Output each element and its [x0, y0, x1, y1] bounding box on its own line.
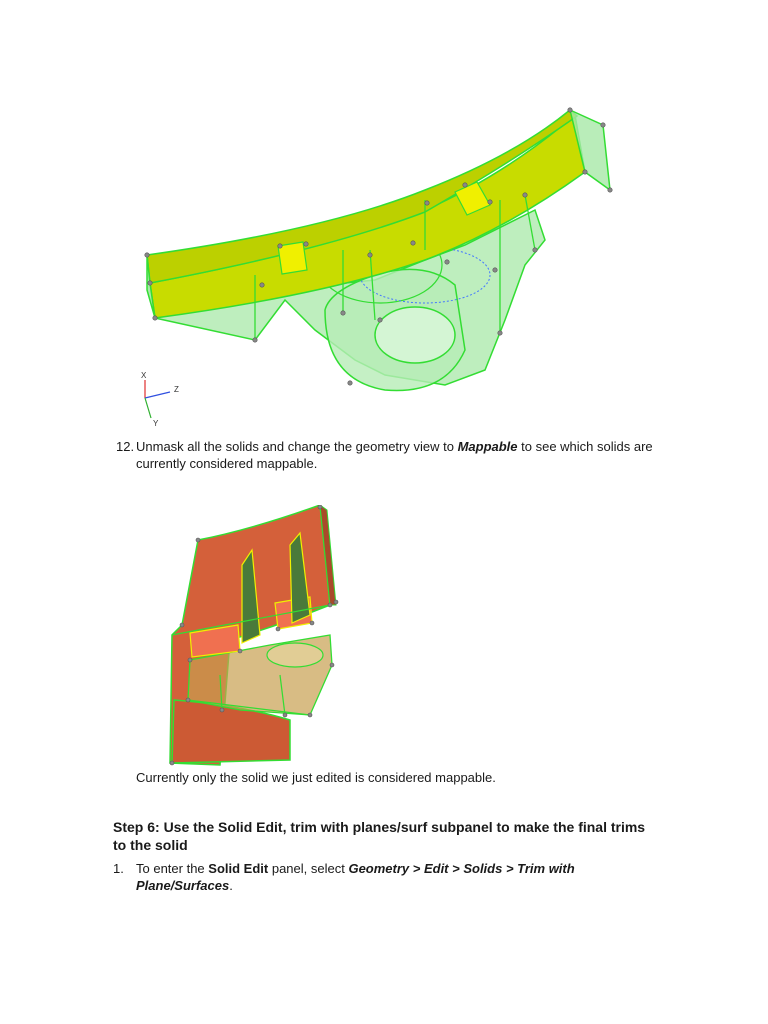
step-emphasis: Mappable — [457, 439, 518, 454]
step-text: panel, select — [268, 861, 349, 876]
mappable-solid-figure — [125, 100, 625, 430]
step-heading: Step 6: Use the Solid Edit, trim with planes/surf subpanel to make the final trims to the solid — [113, 819, 646, 853]
boss-ring — [267, 643, 323, 667]
step-text: . — [229, 878, 233, 893]
instruction-step-1 — [113, 860, 658, 894]
step-text: To enter the — [136, 861, 209, 876]
step-text: Unmask all the solids and change the geometry view to — [136, 439, 458, 454]
figure-caption: Currently only the solid we just edited is considered mappable. — [136, 770, 496, 785]
panel-name: Solid Edit — [208, 861, 269, 876]
step-number: 1. — [113, 861, 124, 876]
menu-path: Geometry > Edit > Solids > Trim with Plane/Surfaces — [136, 861, 575, 893]
instruction-step-12 — [116, 438, 656, 472]
cylinder-hole — [375, 307, 455, 363]
step-text: to see which solids are currently considered mappable. — [136, 439, 653, 471]
axis-triad — [141, 371, 179, 428]
axis-x-label: X — [141, 371, 147, 380]
axis-y-label: Y — [153, 419, 159, 428]
axis-z-label: Z — [174, 385, 179, 394]
step-number: 12. — [116, 439, 135, 454]
mappable-solids-figure — [160, 505, 360, 767]
